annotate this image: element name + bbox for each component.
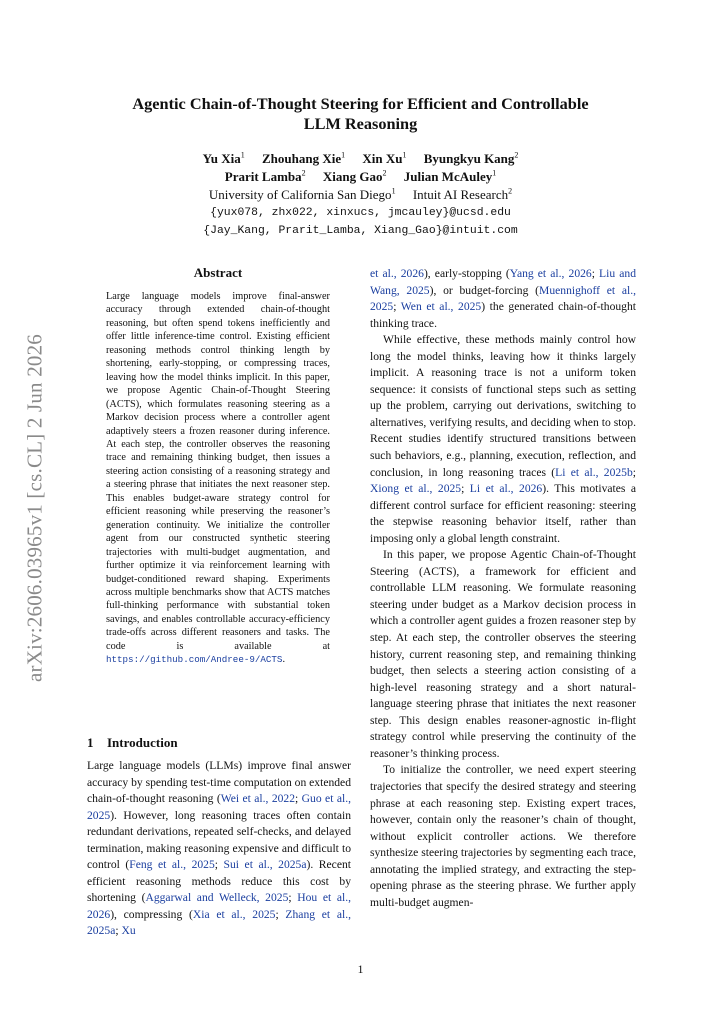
author-line-1 xyxy=(90,150,631,168)
citation[interactable]: Sui et al., 2025a xyxy=(223,858,307,872)
author: Byungkyu Kang$^2$ xyxy=(423,150,519,166)
email-line-1: {yux078, zhx022, xinxucs, jmcauley}@ucsd.edu xyxy=(210,207,511,219)
abstract-heading: Abstract xyxy=(193,265,243,280)
arxiv-stamp xyxy=(22,305,48,710)
citation[interactable]: Yang et al., 2026 xyxy=(509,267,592,280)
arxiv-stamp-text: arXiv:2606.03965v1 [cs.CL] 2 Jun 2026 xyxy=(22,333,47,682)
left-column-text xyxy=(87,758,351,940)
intro-paragraph-4: To initialize the controller, we need expert steering trajectories that specify the desired strategy and steering phrase at each reasoning step. Existing expert traces, however, contain only the reasoner’s chain of thought, without explicit controller actions. We therefore synthesize steering trajectories by segmenting each trace, annotating the implied strategy, and extracting the step-opening phrase as the steering phrase. We further apply multi-budget augmen- xyxy=(370,763,636,909)
section-number: 1 xyxy=(87,735,94,750)
author: Xin Xu$^1$ xyxy=(362,150,407,166)
affiliation: University of California San Diego$^1$ xyxy=(208,186,396,202)
author-line-2 xyxy=(90,168,631,186)
author-block xyxy=(90,150,631,240)
citation[interactable]: et al., 2026 xyxy=(370,267,424,280)
author: Julian McAuley$^1$ xyxy=(403,168,497,184)
email-line-2: {Jay_Kang, Prarit_Lamba, Xiang_Gao}@intuit.com xyxy=(203,225,518,237)
section-title: Introduction xyxy=(107,735,178,750)
section-heading-introduction xyxy=(87,735,178,751)
code-link[interactable]: https://github.com/Andree-9/ACTS xyxy=(106,654,283,666)
affiliation: Intuit AI Research$^2$ xyxy=(412,186,513,202)
citation[interactable]: Xiong et al., 2025 xyxy=(370,482,462,496)
title-line-1: Agentic Chain-of-Thought Steering for Efficient and Controllable xyxy=(132,94,589,113)
abstract-body: Large language models improve final-answer accuracy through extended chain-of-thought reasoning, but often spend tokens inefficiently and offer little inference-time control. Existing efficient reasoning methods control thinking length by shortening, early-stopping, or compressing traces, leaving how the model thinks implicit. In this paper, we propose Agentic Chain-of-Thought Steering (ACTS), which formulates reasoning steering as a Markov decision process where a controller agent adaptively steers a frozen reasoner during inference. At each step, the controller observes the reasoning trace and remaining thinking budget, then issues a steering action consisting of a reasoning strategy and a steering phrase that initiates the next reasoner step. This enables budget-aware strategy control for efficient reasoning while preserving the reasoner’s generation continuity. We initialize the controller agent from our constructed synthetic steering trajectories with multi-budget augmentation, and further optimize it via reinforcement learning with budget-conditioned reward shaping. Experiments across multiple benchmarks show that ACTS matches full-thinking performance with substantial token savings, and enables controllable accuracy-efficiency trade-offs across different reasoners and tasks. The code is available at https://github.com/Andree-9/ACTS. xyxy=(106,291,330,666)
citation[interactable]: Xia et al., 2025 xyxy=(192,907,276,921)
intro-paragraph-1-cont: et al., 2026), early-stopping (Yang et al., 2026; Liu and Wang, 2025), or budget-forcing (Muennighoff et al., 2025; Wen et al., 2025) the generated chain-of-thought thinking trace. xyxy=(370,267,637,330)
citation[interactable]: Aggarwal and Welleck, 2025 xyxy=(145,891,289,905)
intro-paragraph-2: While effective, these methods mainly control how long the model thinks, leaving how it thinks largely implicit. A reasoning trace is not a uniform token sequence: it consists of functional steps such as setting up the problem, carrying out derivations, switching to alternatives, verifying results, and deciding when to stop. Recent studies identify structured transitions between such behaviors, e.g., planning, execution, reflection, and conclusion, in long reasoning traces (Li et al., 2025b; Xiong et al., 2025; Li et al., 2026). This motivates a different control surface for efficient reasoning: steering the stepwise reasoning behavior itself, rather than imposing only a global length constraint. xyxy=(370,333,637,545)
author: Yu Xia$^1$ xyxy=(202,150,245,166)
citation[interactable]: Zhang et al., 2025a xyxy=(87,907,352,938)
citation[interactable]: Li et al., 2025b xyxy=(555,465,633,479)
author: Xiang Gao$^2$ xyxy=(322,168,387,184)
paper-title xyxy=(90,94,631,134)
affiliation-line xyxy=(90,186,631,204)
page-number: 1 xyxy=(357,962,364,976)
citation[interactable]: Muennighoff et al., 2025 xyxy=(370,283,637,314)
citation[interactable]: Wen et al., 2025 xyxy=(400,300,482,314)
citation[interactable]: Li et al., 2026 xyxy=(469,482,543,496)
citation[interactable]: Xu xyxy=(121,924,136,938)
citation[interactable]: Wei et al., 2022 xyxy=(220,792,296,806)
right-column-text xyxy=(370,266,636,911)
intro-paragraph-3: In this paper, we propose Agentic Chain-of-Thought Steering (ACTS), a framework for efficient and controllable LLM reasoning. We formulate reasoning steering under budget as a Markov decision process in which a controller agent guides a frozen reasoner step by step. At each step, the controller observes the steering history, current reasoning step, and remaining thinking budget, then selects a steering action consisting of a high-level reasoning strategy and a short natural-language steering phrase that initiates the next reasoner step. This design enables reasoner-agnostic in-flight strategy control while preserving the continuity of the reasoner’s thinking process. xyxy=(370,548,636,760)
citation[interactable]: Liu and Wang, 2025 xyxy=(370,267,636,297)
citation[interactable]: Guo et al., 2025 xyxy=(87,792,351,822)
author: Zhouhang Xie$^1$ xyxy=(262,150,346,166)
intro-paragraph-1: Large language models (LLMs) improve final answer accuracy by spending test-time computation on extended chain-of-thought reasoning (Wei et al., 2022; Guo et al., 2025). However, long reasoning traces often contain redundant derivations, repeated self-checks, and delayed termination, making reasoning expensive and difficult to control (Feng et al., 2025; Sui et al., 2025a). Recent efficient reasoning methods reduce this cost by shortening (Aggarwal and Welleck, 2025; Hou et al., 2026), compressing (Xia et al., 2025; Zhang et al., 2025a; Xu xyxy=(87,759,352,938)
author: Prarit Lamba$^2$ xyxy=(224,168,306,184)
citation[interactable]: Hou et al., 2026 xyxy=(87,891,351,921)
title-line-2: LLM Reasoning xyxy=(303,114,418,133)
citation[interactable]: Feng et al., 2025 xyxy=(129,858,215,872)
